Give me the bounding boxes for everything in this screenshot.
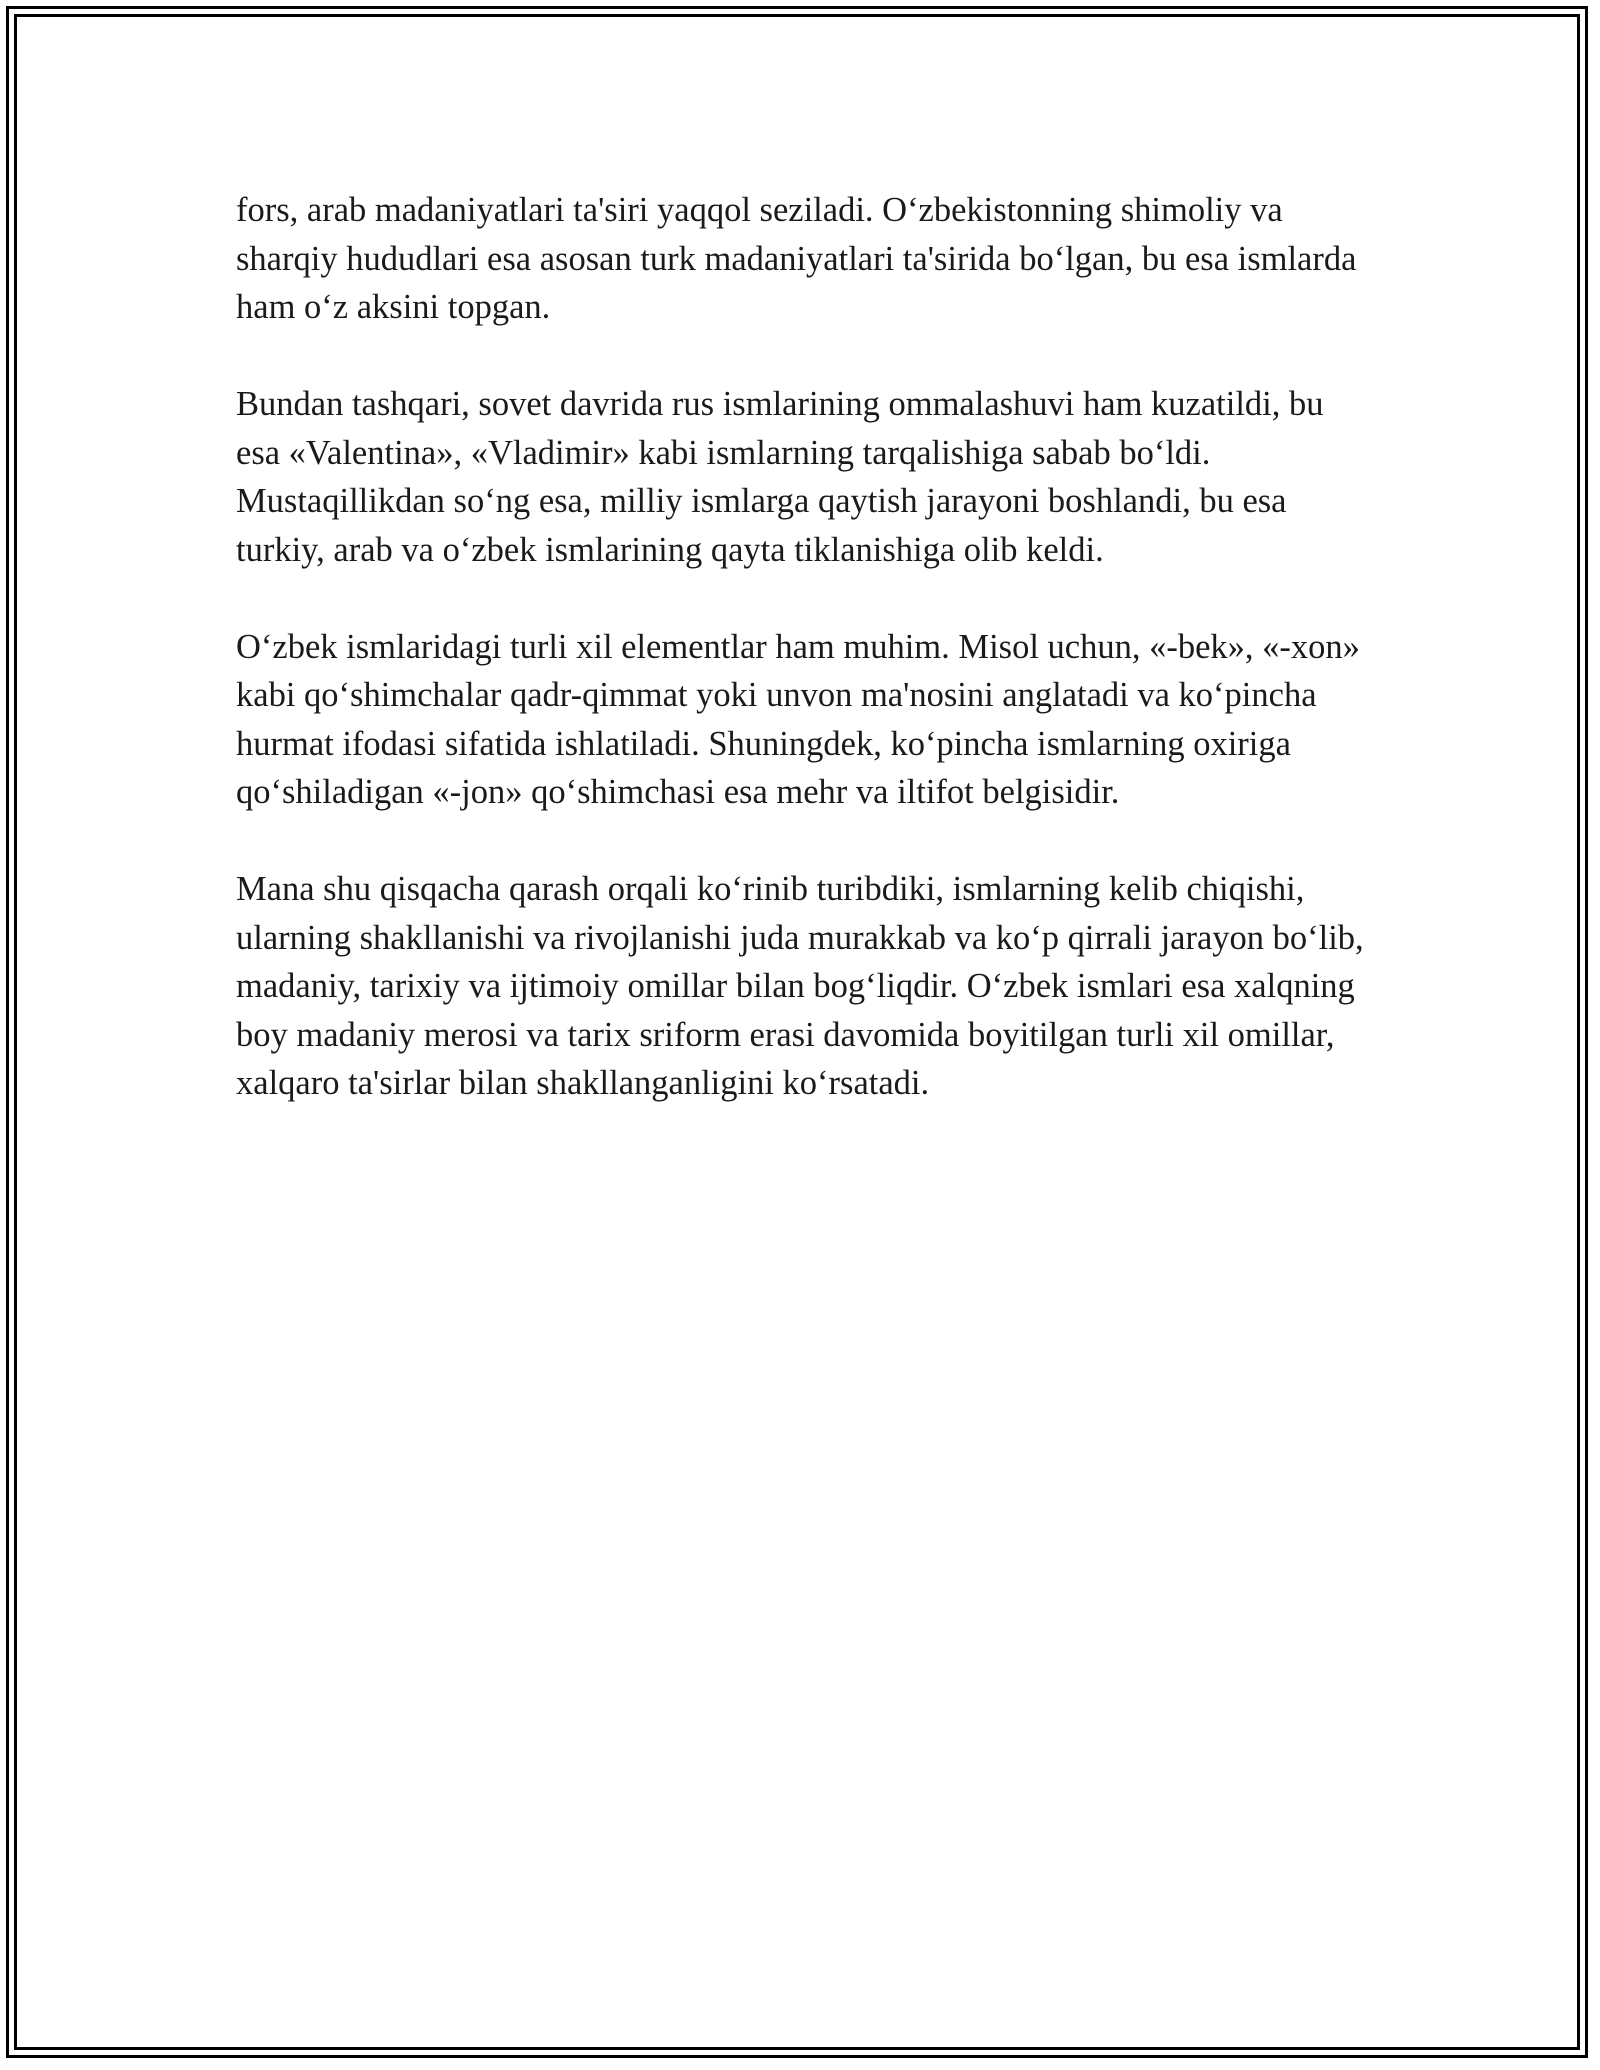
paragraph-4: Mana shu qisqacha qarash orqali ko‘rinib turibdiki, ismlarning kelib chiqishi, ularning shakllanishi va rivojlanishi juda murakkab va ko‘p qirrali jarayon bo‘lib, madaniy, tarixiy va ijtimoiy omillar bilan bog‘liqdir. O‘zbek ismlari esa xalqning boy madaniy merosi va tarix sriform erasi davomida boyitilgan turli xil omillar, xalqaro ta'sirlar bilan shakllanganligini ko‘rsatadi. bbox=[236, 870, 1364, 1102]
paragraph-3: O‘zbek ismlaridagi turli xil elementlar ham muhim. Misol uchun, «-bek», «-xon» kabi qo‘shimchalar qadr-qimmat yoki unvon ma'nosini anglatadi va ko‘pincha hurmat ifodasi sifatida ishlatiladi. Shuningdek, ko‘pincha ismlarning oxiriga qo‘shiladigan «-jon» qo‘shimchasi esa mehr va iltifot belgisidir. bbox=[236, 627, 1360, 811]
paragraph-1: fors, arab madaniyatlari ta'siri yaqqol seziladi. O‘zbekistonning shimoliy va sharqiy hududlari esa asosan turk madaniyatlari ta'sirida bo‘lgan, bu esa ismlarda ham o‘z aksini topgan. bbox=[236, 191, 1357, 326]
paragraph-2: Bundan tashqari, sovet davrida rus ismlarining ommalashuvi ham kuzatildi, bu esa «Valentina», «Vladimir» kabi ismlarning tarqalishiga sabab bo‘ldi. Mustaqillikdan so‘ng esa, milliy ismlarga qaytish jarayoni boshlandi, bu esa turkiy, arab va o‘zbek ismlarining qayta tiklanishiga olib keldi. bbox=[236, 385, 1324, 569]
document-body bbox=[236, 186, 1366, 1156]
